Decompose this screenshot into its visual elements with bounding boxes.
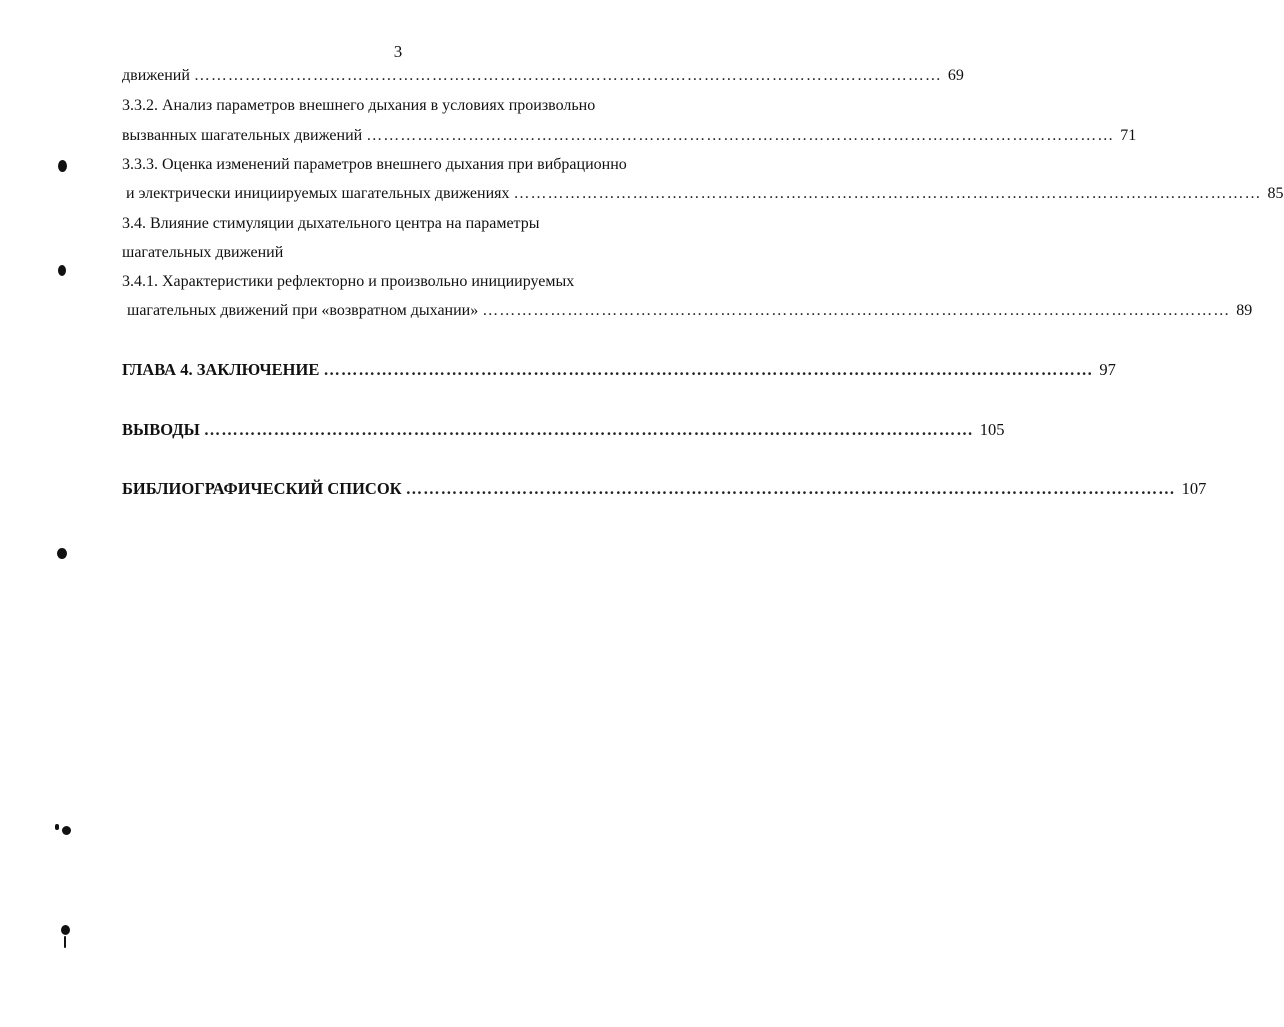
toc-leader-dots: …………………………………………………………………………………………………………………… [323, 360, 1094, 379]
toc-entry-title: 3.3.2. Анализ параметров внешнего дыхания в условиях произвольно [122, 97, 596, 114]
toc-chapter [122, 360, 1116, 380]
toc-entry-page: 89 [1236, 302, 1253, 319]
toc-chapter-page: 97 [1099, 360, 1116, 379]
scan-hole-mark [58, 160, 67, 172]
toc-entry-title: движений [122, 67, 190, 84]
toc-chapter-title: ГЛАВА 4. ЗАКЛЮЧЕНИЕ [122, 360, 320, 379]
scan-hole-mark [62, 826, 71, 835]
toc-chapter [122, 479, 1207, 499]
page-number: 3 [393, 42, 403, 61]
toc-leader-dots: …………………………………………………………………………………………………………………… [203, 420, 974, 439]
toc-entry-title: вызванных шагательных движений [122, 127, 363, 144]
scan-hole-mark [57, 548, 67, 559]
toc-entry [122, 126, 1137, 146]
toc-chapter [122, 420, 1005, 440]
scan-hole-mark [64, 936, 66, 948]
toc-chapter-title: ВЫВОДЫ [122, 420, 200, 439]
toc-entry-page: 85 [1267, 185, 1284, 202]
toc-leader-dots: …………………………………………………………………………………………………………………… [513, 185, 1262, 202]
scan-hole-mark [58, 265, 66, 276]
toc-leader-dots: …………………………………………………………………………………………………………………… [482, 302, 1231, 319]
toc-entry-title: 3.4.1. Характеристики рефлекторно и произвольно инициируемых [122, 273, 575, 290]
toc-entry [126, 184, 1284, 204]
toc-entry-page: 69 [947, 67, 964, 84]
toc-chapter-page: 107 [1181, 479, 1207, 498]
toc-entry-title: и электрически инициируемых шагательных движениях [126, 185, 510, 202]
toc-leader-dots: …………………………………………………………………………………………………………………… [366, 127, 1115, 144]
scan-hole-mark [55, 824, 59, 830]
toc-leader-dots: …………………………………………………………………………………………………………………… [405, 479, 1176, 498]
toc-entry [122, 66, 964, 86]
toc-entry-title: 3.4. Влияние стимуляции дыхательного центра на параметры [122, 215, 540, 232]
toc-entry-title: 3.3.3. Оценка изменений параметров внешнего дыхания при вибрационно [122, 156, 627, 173]
toc-chapter-title: БИБЛИОГРАФИЧЕСКИЙ СПИСОК [122, 479, 402, 498]
toc-entry-title: шагательных движений при «возвратном дыхании» [127, 302, 479, 319]
toc-leader-dots: …………………………………………………………………………………………………………………… [193, 67, 942, 84]
toc-entry [127, 301, 1253, 321]
scan-hole-mark [61, 925, 70, 935]
toc-chapter-page: 105 [979, 420, 1005, 439]
toc-entry-page: 71 [1120, 127, 1137, 144]
toc-entry-title: шагательных движений [122, 244, 284, 261]
